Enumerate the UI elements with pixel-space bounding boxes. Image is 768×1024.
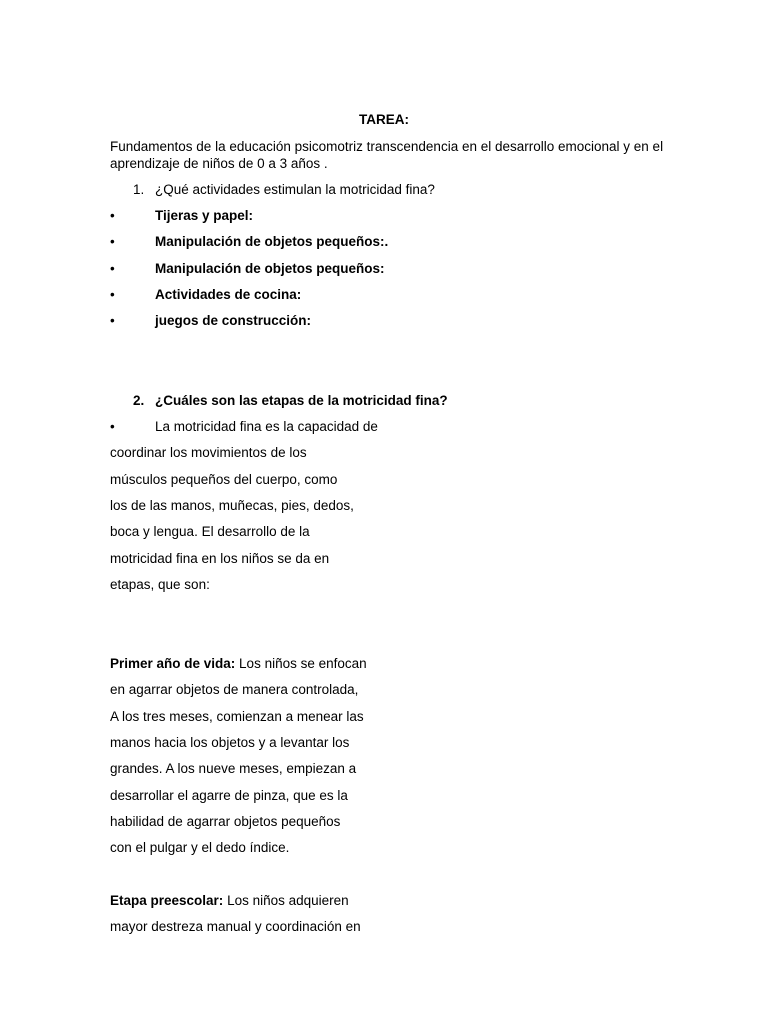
activity-item: Manipulación de objetos pequeños:. — [155, 234, 389, 249]
stage-2-heading: Etapa preescolar: — [110, 893, 224, 908]
stage-1-first-line-text: Los niños se enfocan — [235, 656, 367, 671]
stage-1-line: en agarrar objetos de manera controlada, — [110, 682, 359, 697]
bullet-marker: • — [110, 208, 115, 223]
stage-2-first-line-text: Los niños adquieren — [223, 893, 349, 908]
bullet-marker: • — [110, 419, 115, 434]
definition-line: etapas, que son: — [110, 577, 210, 592]
stage-1-line: con el pulgar y el dedo índice. — [110, 840, 290, 855]
activity-item: juegos de construcción: — [155, 313, 312, 328]
definition-line: boca y lengua. El desarrollo de la — [110, 524, 310, 539]
definition-line: motricidad fina en los niños se da en — [110, 551, 330, 566]
stage-1-line: manos hacia los objetos y a levantar los — [110, 735, 350, 750]
activity-item: Tijeras y papel: — [155, 208, 254, 223]
question-2-text: ¿Cuáles son las etapas de la motricidad fina? — [155, 393, 448, 408]
definition-line: músculos pequeños del cuerpo, como — [110, 472, 338, 487]
page-title: TAREA: — [359, 112, 409, 127]
stage-1-heading: Primer año de vida: — [110, 656, 236, 671]
bullet-marker: • — [110, 234, 115, 249]
intro-paragraph: Fundamentos de la educación psicomotriz transcendencia en el desarrollo emocional y en el aprendizaje de niños de 0 a 3 años . — [110, 139, 664, 171]
definition-line: coordinar los movimientos de los — [110, 445, 307, 460]
bullet-marker: • — [110, 287, 115, 302]
question-1-number: 1. — [133, 182, 145, 197]
question-2-number: 2. — [133, 393, 145, 408]
stage-1-line: A los tres meses, comienzan a menear las — [110, 709, 364, 724]
definition-line: La motricidad fina es la capacidad de — [155, 419, 378, 434]
stage-1-line: habilidad de agarrar objetos pequeños — [110, 814, 341, 829]
stage-2-line: mayor destreza manual y coordinación en — [110, 919, 361, 934]
bullet-marker: • — [110, 313, 115, 328]
stage-1-line: desarrollar el agarre de pinza, que es la — [110, 788, 348, 803]
activity-item: Actividades de cocina: — [155, 287, 302, 302]
activity-item: Manipulación de objetos pequeños: — [155, 261, 385, 276]
stage-2-first-line — [110, 893, 349, 909]
stage-1-line: grandes. A los nueve meses, empiezan a — [110, 761, 357, 776]
bullet-marker: • — [110, 261, 115, 276]
question-1-text: ¿Qué actividades estimulan la motricidad fina? — [155, 182, 435, 197]
stage-1-first-line — [110, 656, 367, 672]
definition-line: los de las manos, muñecas, pies, dedos, — [110, 498, 354, 513]
